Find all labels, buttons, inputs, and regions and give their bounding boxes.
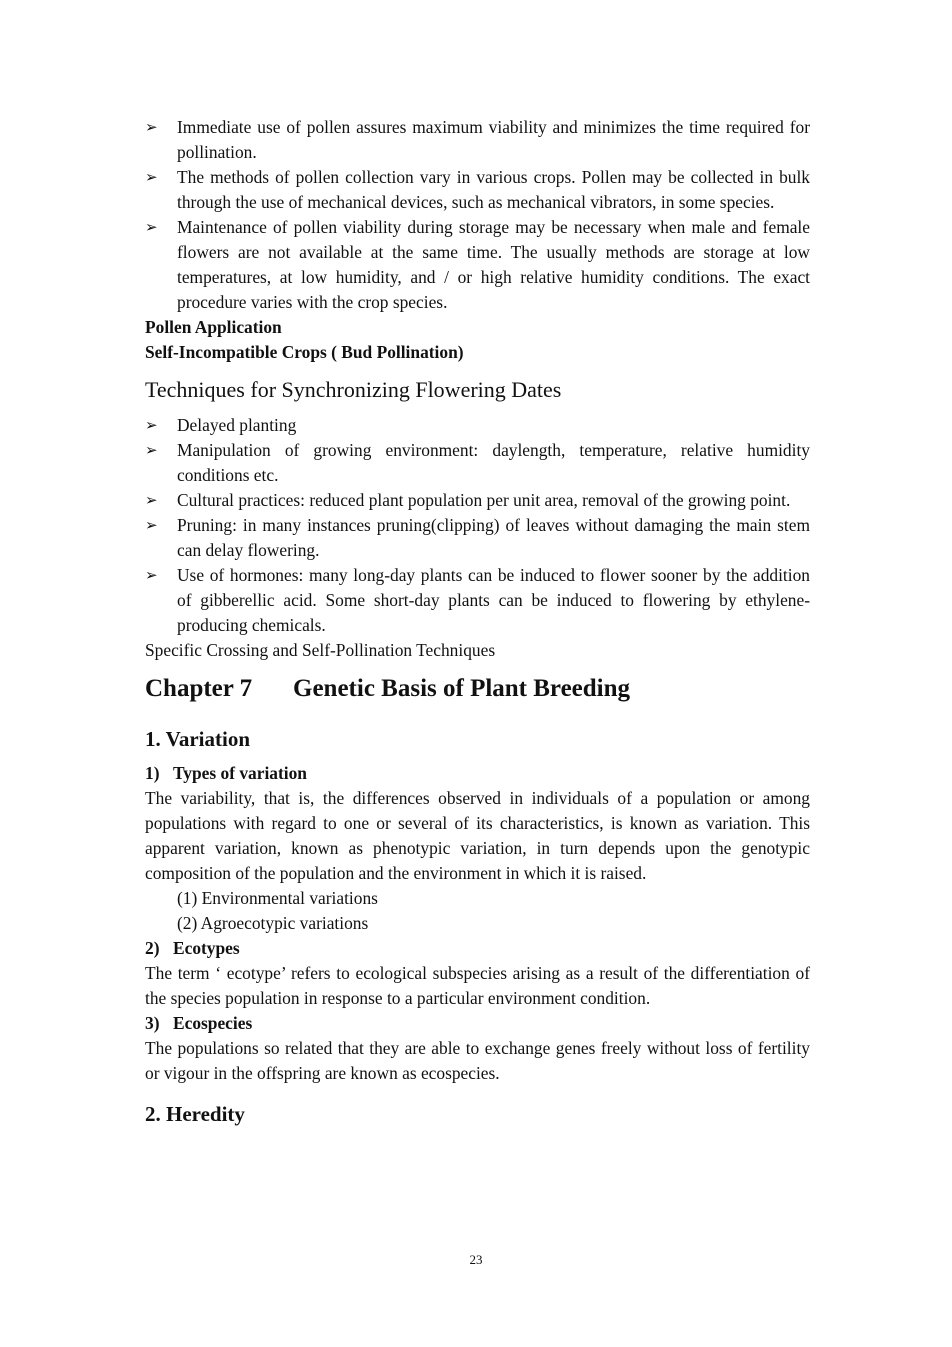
pollen-application-heading: Pollen Application: [145, 317, 282, 337]
list-item: ➢ Pruning: in many instances pruning(clipping) of leaves without damaging the main stem can delay flowering.: [145, 515, 810, 560]
techniques-heading: Techniques for Synchronizing Flowering Dates: [145, 377, 562, 402]
arrow-bullet-icon: ➢: [145, 441, 158, 459]
chapter-title: Genetic Basis of Plant Breeding: [293, 675, 631, 702]
ecospecies-paragraph: The populations so related that they are able to exchange genes freely without loss of fertility or vigour in the offspring are known as ecospecies.: [145, 1038, 810, 1083]
subheading-types-of-variation: 1) Types of variation: [145, 763, 307, 783]
arrow-bullet-icon: ➢: [145, 516, 158, 534]
page-content: [145, 115, 810, 1136]
chapter-heading: [145, 673, 810, 705]
chapter-number: Chapter 7: [145, 675, 253, 702]
list-item: ➢ Cultural practices: reduced plant population per unit area, removal of the growing point.: [145, 488, 810, 513]
arrow-bullet-icon: ➢: [145, 566, 158, 584]
variation-paragraph: The variability, that is, the differences observed in individuals of a population or among populations with regard to one or several of its characteristics, is known as variation. This apparent variation, known as phenotypic variation, in turn depends upon the genotypic composition of the population and the environment in which it is raised.: [145, 788, 810, 883]
list-item: ➢ The methods of pollen collection vary in various crops. Pollen may be collected in bulk through the use of mechanical devices, such as mechanical vibrators, in some species.: [145, 167, 810, 212]
page-number: 23: [469, 1252, 483, 1267]
list-item: ➢ Delayed planting: [145, 413, 810, 438]
list-item: ➢ Manipulation of growing environment: daylength, temperature, relative humidity conditions etc.: [145, 440, 810, 485]
list-item: ➢ Immediate use of pollen assures maximum viability and minimizes the time required for pollination.: [145, 117, 810, 162]
subheading-ecospecies: 3) Ecospecies: [145, 1013, 253, 1033]
arrow-bullet-icon: ➢: [145, 416, 158, 434]
crossing-techniques-line: Specific Crossing and Self-Pollination Techniques: [145, 640, 496, 660]
list-item: ➢ Maintenance of pollen viability during storage may be necessary when male and female flowers are not available at the same time. The usually methods are storage at low temperatures, at low humidity, and / or high relative humidity conditions. The exact procedure varies with the crop species.: [145, 217, 810, 312]
section-heading-variation: 1. Variation: [145, 727, 251, 751]
arrow-bullet-icon: ➢: [145, 118, 158, 136]
arrow-bullet-icon: ➢: [145, 218, 158, 236]
list-item: (1) Environmental variations: [177, 888, 378, 908]
arrow-bullet-icon: ➢: [145, 168, 158, 186]
list-item: ➢ Use of hormones: many long-day plants can be induced to flower sooner by the addition of gibberellic acid. Some short-day plants can be induced to flowering by ethylene-producing chemicals.: [145, 565, 810, 635]
list-item: (2) Agroecotypic variations: [177, 913, 369, 933]
ecotypes-paragraph: The term ‘ ecotype’ refers to ecological subspecies arising as a result of the differentiation of the species population in response to a particular environment condition.: [145, 963, 810, 1008]
self-incompatible-heading: Self-Incompatible Crops ( Bud Pollination): [145, 342, 464, 362]
arrow-bullet-icon: ➢: [145, 491, 158, 509]
section-heading-heredity: 2. Heredity: [145, 1102, 245, 1126]
subheading-ecotypes: 2) Ecotypes: [145, 938, 240, 958]
